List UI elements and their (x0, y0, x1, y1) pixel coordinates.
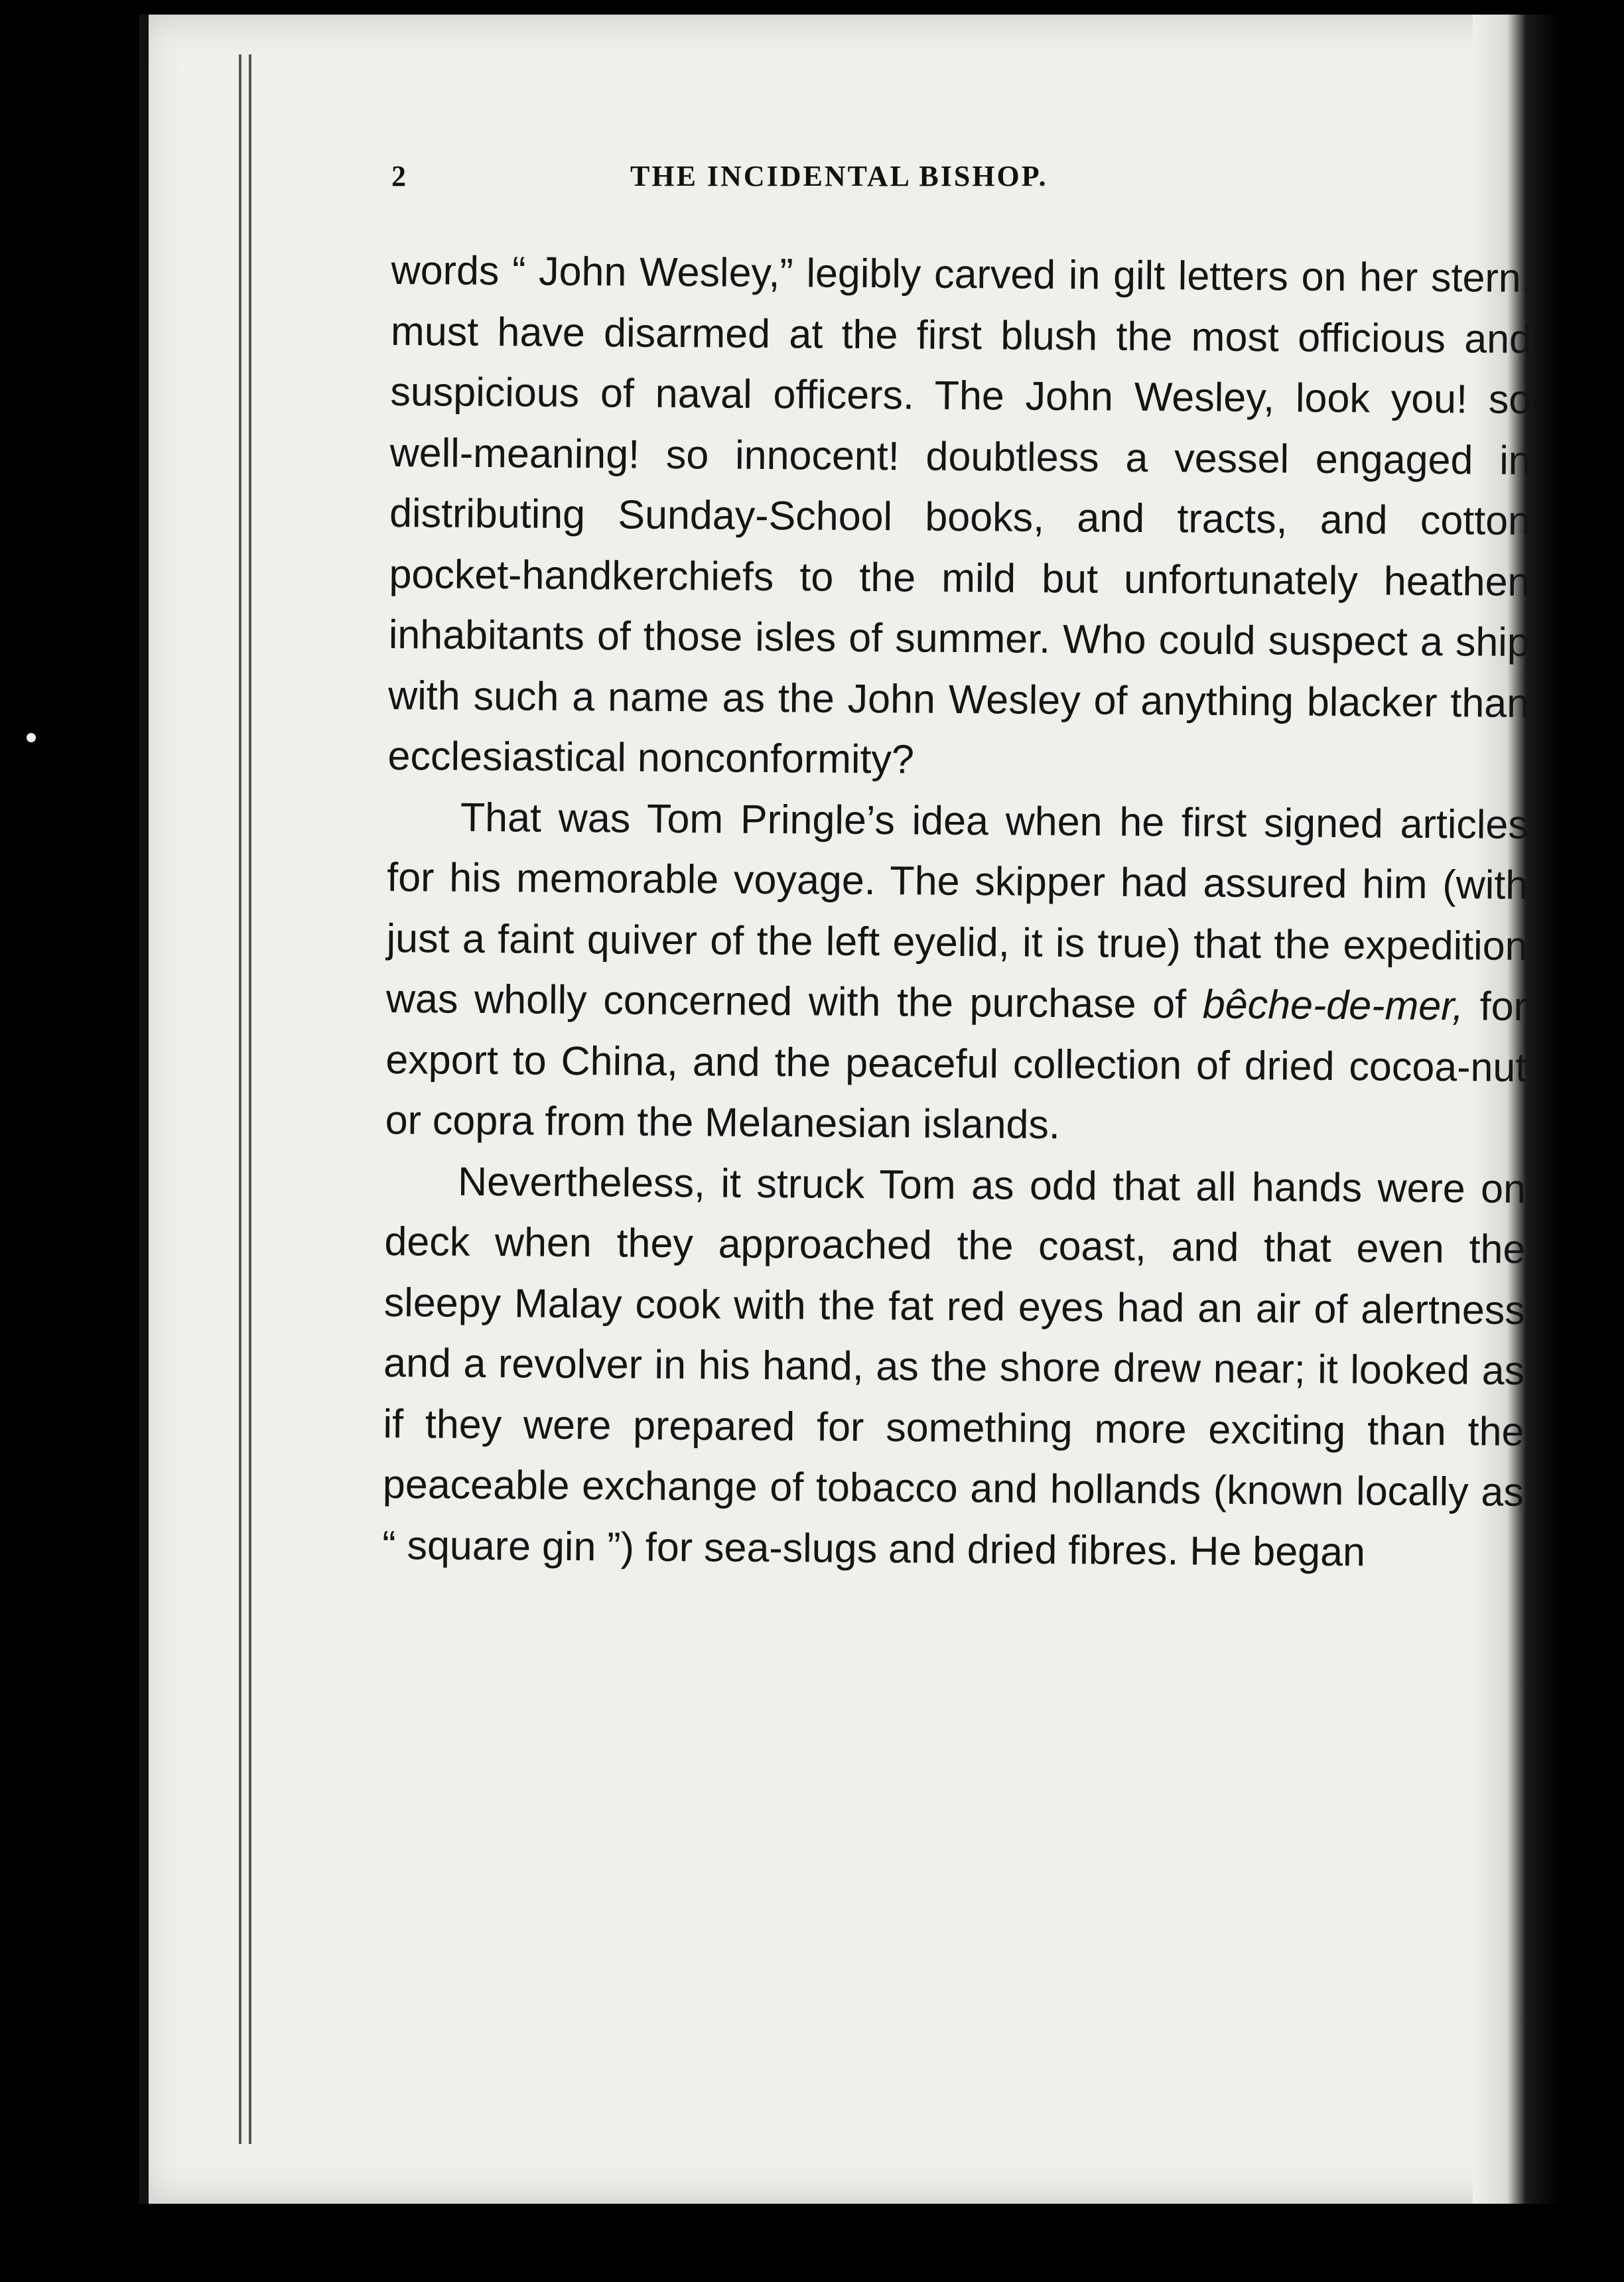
paragraph: Nevertheless, it struck Tom as odd that all hands were on deck when they approached the coast, and that even the sleepy Malay cook with the fat red eyes had an air of alertness and a revolver in his hand, as the shore drew near; it looked as if they were prepared for something more exciting than the peaceable exchange of tobacco and hollands (known locally as “ square gin ”) for sea-slugs and dried fibres. He began (382, 1158, 1526, 1574)
running-head (391, 159, 1314, 206)
paragraph: words “ John Wesley,” legibly carved in gilt letters on her stern, must have disarmed at the first blush the most officious and suspicious of naval officers. The John Wesley, look you! so well-meaning! so innocent! doubtless a vessel engaged in distributing Sunday-School books, and tracts, and cotton pocket-handkerchiefs to the mild but unfortunately heathen inhabitants of those isles of summer. Who could suspect a ship with such a name as the John Wesley of anything blacker than ecclesiastical nonconformity? (387, 247, 1532, 782)
page-edge-line (249, 54, 251, 2144)
page-edge-line (239, 54, 241, 2144)
book-page (139, 15, 1559, 2204)
body-text (382, 240, 1532, 1583)
scan-speck (27, 733, 36, 742)
paragraph-text: That was Tom Pringle’s idea when he first signed articles for his memorable voyage. The skipper had assured him (with just a faint quiver of the left eyelid, it is true) that the expedition was wholly concerned with the purchase of (385, 794, 1529, 1027)
italic-term: bêche-de-mer, (1202, 981, 1464, 1029)
page-number: 2 (391, 160, 408, 192)
paragraph-text: for export to China, and the peaceful collection of dried cocoa-nut or copra from the Melanesian islands. (385, 983, 1528, 1148)
scan-speck (179, 66, 184, 73)
paragraph (385, 786, 1528, 1158)
page-binding-edge (139, 15, 149, 2204)
running-head-title: THE INCIDENTAL BISHOP. (630, 160, 1048, 192)
